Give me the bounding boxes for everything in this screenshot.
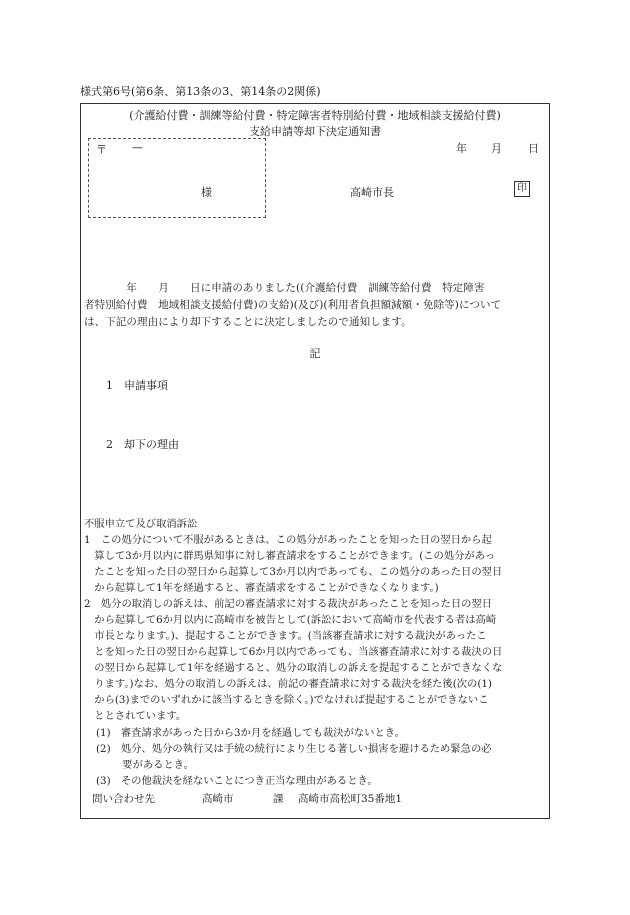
title-benefit-types: (介護給付費・訓練等給付費・特定障害者特別給付費・地域相談支援給付費)	[129, 109, 501, 122]
body-line-1: 年 月 日に申請のありました((介護給付費 訓練等給付費 特定障害	[84, 282, 485, 294]
appeal-line: 市長となります。)、提起することができます。(当該審査請求に対する裁決があったこ	[84, 630, 487, 642]
page-title: 支給申請等却下決定通知書	[249, 125, 381, 138]
contact-city: 高崎市	[202, 793, 234, 805]
appeal-line: たことを知った日の翌日から起算して3か月以内であっても、この処分のあった日の翌日	[84, 566, 503, 578]
ki-heading: 記	[309, 347, 321, 360]
appeal-line: ととされています。	[84, 710, 187, 722]
body-line-2: 者特別給付費 地域相談支援給付費)の支給)(及び)(利用者負担額減額・免除等)について	[84, 299, 502, 311]
appeal-line: 算して3か月以内に群馬県知事に対し審査請求をすることができます。(この処分があっ	[84, 550, 496, 562]
appeal-section-title: 不服申立て及び取消訴訟	[84, 518, 198, 530]
contact-address: 高崎市高松町35番地1	[298, 793, 403, 805]
appeal-line: から起算して1年を経過すると、審査請求をすることができなくなります。)	[84, 582, 439, 594]
appeal-sub-item-1: (1) 審査請求があった日から3か月を経過しても裁決がないとき。	[96, 727, 405, 739]
contact-label: 問い合わせ先	[92, 793, 155, 805]
appeal-sub-item-2-cont: 要があるとき。	[112, 759, 194, 771]
postal-mark-icon: 〒	[96, 143, 107, 156]
addressee-suffix: 様	[201, 186, 212, 199]
appeal-line: から起算して6か月以内に高崎市を被告として(訴訟において高崎市を代表する者は高崎	[84, 614, 497, 626]
date-year: 年	[456, 142, 467, 155]
item-application: 1 申請事項	[106, 379, 168, 392]
date-day: 日	[528, 142, 539, 155]
appeal-line: 2 処分の取消しの訴えは、前記の審査請求に対する裁決があったことを知った日の翌日	[84, 598, 493, 610]
appeal-line: とを知った日の翌日から起算して6か月以内であっても、当該審査請求に対する裁決の日	[84, 646, 503, 658]
appeal-line: ります。)なお、処分の取消しの訴えは、前記の審査請求に対する裁決を経た後(次の(1)	[84, 678, 492, 690]
seal-icon: 印	[514, 181, 530, 197]
contact-section: 課	[273, 793, 284, 805]
appeal-line: から(3)までのいずれかに該当するときを除く。)でなければ提起することができないこ	[84, 694, 489, 706]
appeal-sub-item-2: (2) 処分、処分の執行又は手続の続行により生じる著しい損害を避けるため緊急の必	[96, 743, 492, 755]
form-number: 様式第6号(第6条、第13条の3、第14条の2関係)	[80, 85, 321, 98]
body-line-3: は、下記の理由により却下することに決定しましたので通知します。	[84, 316, 412, 328]
address-box	[88, 138, 266, 218]
issuer-name: 高崎市長	[350, 186, 394, 199]
item-rejection-reason: 2 却下の理由	[106, 438, 179, 451]
appeal-sub-item-3: (3) その他裁決を経ないことにつき正当な理由があるとき。	[96, 775, 378, 787]
postal-code-dash: —	[132, 141, 143, 154]
date-month: 月	[491, 142, 502, 155]
appeal-line: 1 この処分について不服があるときは、この処分があったことを知った日の翌日から起	[84, 534, 492, 546]
appeal-line: の翌日から起算して1年を経過すると、処分の取消しの訴えを提起することができなくな	[84, 662, 503, 674]
